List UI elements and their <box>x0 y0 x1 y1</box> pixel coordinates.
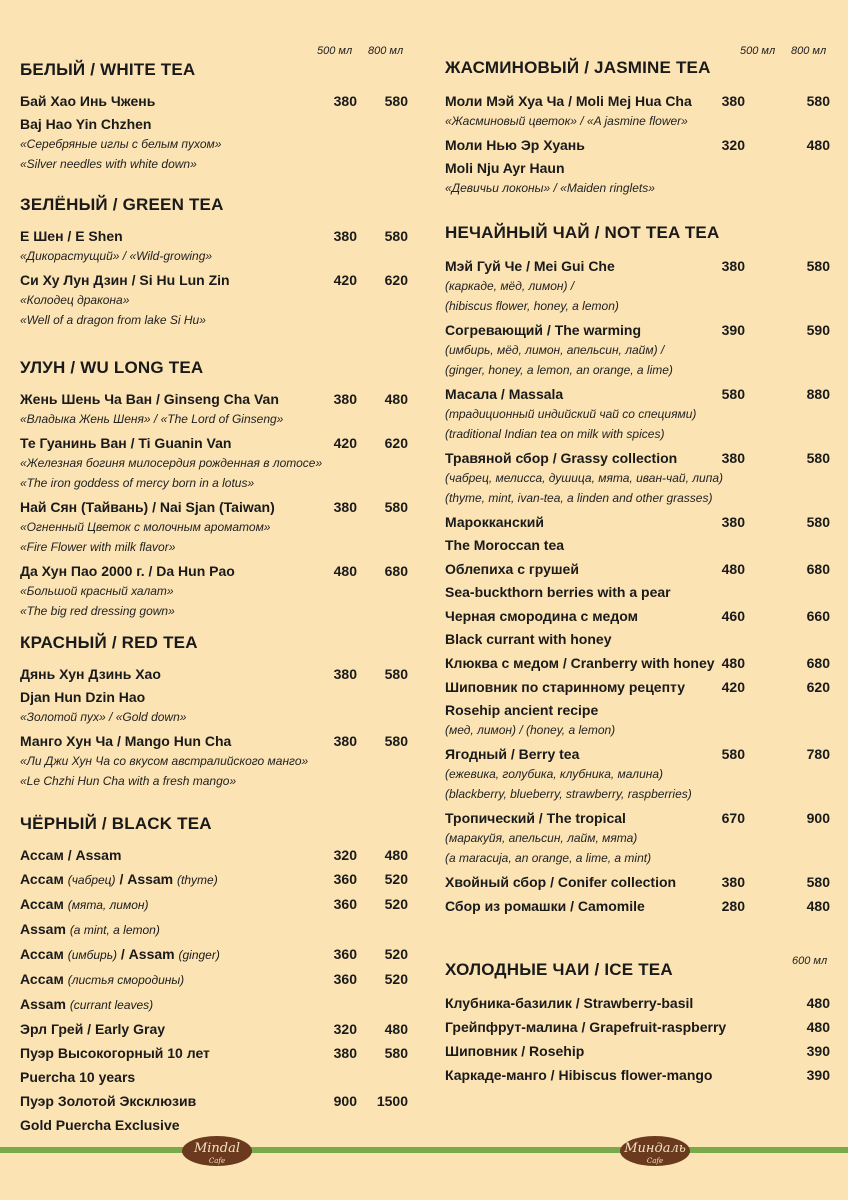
menu-item <box>20 664 408 727</box>
price-800: 620 <box>806 679 830 695</box>
item-name-secondary: Rosehip ancient recipe <box>445 702 599 718</box>
item-description: (каркаде, мёд, лимон) / <box>445 279 575 293</box>
menu-item-row <box>445 256 830 276</box>
section-title: НЕЧАЙНЫЙ ЧАЙ / NOT TEA TEA <box>445 223 720 242</box>
price-500: 380 <box>721 450 745 466</box>
price-800: 780 <box>806 746 830 762</box>
item-name: Травяной сбор / Grassy collection <box>445 450 678 466</box>
menu-item-row <box>445 606 830 626</box>
item-name: Масала / Massala <box>445 386 564 402</box>
menu-item <box>20 91 408 174</box>
item-name: Пуэр Золотой Эксклюзив <box>20 1093 197 1109</box>
price-800: 480 <box>384 847 408 863</box>
item-name: Грейпфрут-малина / Grapefruit-raspberry <box>445 1019 727 1035</box>
item-name: Ассам <box>20 971 64 987</box>
cafe-logo-right <box>620 1136 690 1166</box>
menu-item <box>445 135 830 198</box>
menu-item <box>20 944 408 965</box>
price-500: 420 <box>721 679 745 695</box>
item-name: Марокканский <box>445 514 544 530</box>
item-description: «Жасминовый цветок» / «A jasmine flower» <box>445 114 688 128</box>
price-500: 460 <box>721 608 745 624</box>
menu-item <box>445 559 830 602</box>
menu-item <box>445 744 830 804</box>
item-name: Дянь Хун Дзинь Хао <box>20 666 161 682</box>
menu-item <box>20 1115 408 1135</box>
price-800: 580 <box>384 499 408 515</box>
menu-section <box>20 358 408 625</box>
price-800: 1500 <box>376 1093 408 1109</box>
menu-item <box>445 1065 830 1085</box>
item-description: «Колодец дракона» <box>20 293 130 307</box>
price-500: 380 <box>721 258 745 274</box>
item-description: (имбирь, мёд, лимон, апельсин, лайм) / <box>445 343 665 357</box>
item-name-secondary: Black currant with honey <box>445 631 612 647</box>
price-800: 680 <box>384 563 408 579</box>
item-description: (thyme, mint, ivan-tea, a linden and other grasses) <box>445 491 713 505</box>
size-header-800-right: 800 мл <box>791 45 827 57</box>
item-description: «Серебряные иглы с белым пухом» <box>20 137 222 151</box>
menu-item-row <box>445 559 830 579</box>
section-title: ХОЛОДНЫЕ ЧАИ / ICE TEA <box>445 960 673 979</box>
size-header-600: 600 мл <box>792 955 828 967</box>
item-description: (ginger, honey, a lemon, an orange, a lime) <box>445 363 673 377</box>
menu-item <box>445 1041 830 1061</box>
menu-item <box>20 894 408 915</box>
menu-item <box>445 808 830 868</box>
item-name: Черная смородина с медом <box>445 608 638 624</box>
menu-item-row <box>445 384 830 404</box>
price-800: 680 <box>806 655 830 671</box>
item-name: Шиповник / Rosehip <box>445 1043 585 1059</box>
menu-item <box>445 896 830 916</box>
item-name: Клубника-базилик / Strawberry-basil <box>445 995 694 1011</box>
menu-item <box>20 1019 408 1039</box>
menu-item <box>445 448 830 508</box>
menu-item <box>20 845 408 865</box>
menu-item-row <box>20 561 408 581</box>
menu-item-row <box>20 226 408 246</box>
menu-item <box>445 872 830 892</box>
price-800: 480 <box>384 1021 408 1037</box>
menu-item <box>445 1017 830 1037</box>
price-500: 380 <box>721 874 745 890</box>
menu-item <box>20 497 408 557</box>
item-name: Согревающий / The warming <box>445 322 642 338</box>
item-name: Ассам / Assam <box>20 847 122 863</box>
item-name-en: / Assam <box>120 946 175 962</box>
menu-item-row <box>20 944 408 965</box>
section-title: КРАСНЫЙ / RED TEA <box>20 633 198 652</box>
price-800: 590 <box>806 322 830 338</box>
price-500: 320 <box>333 1021 357 1037</box>
item-name-secondary: Moli Nju Ayr Haun <box>445 160 565 176</box>
size-header-800: 800 мл <box>368 45 404 57</box>
menu-item-row <box>20 1043 408 1063</box>
price-800: 620 <box>384 272 408 288</box>
price-800: 480 <box>806 995 830 1011</box>
price-500: 320 <box>333 847 357 863</box>
menu-item-row <box>20 845 408 865</box>
menu-item-row <box>445 1065 830 1085</box>
price-500: 360 <box>333 946 357 962</box>
menu-item-row <box>445 808 830 828</box>
item-description: «Железная богиня милосердия рожденная в лотосе» <box>20 456 323 470</box>
item-name-en: / Assam <box>119 871 174 887</box>
logo-text: Миндаль <box>624 1141 686 1156</box>
price-500: 380 <box>721 93 745 109</box>
menu-item-row <box>445 993 830 1013</box>
price-500: 380 <box>333 666 357 682</box>
item-name: Най Сян (Тайвань) / Nai Sjan (Taiwan) <box>20 499 275 515</box>
price-500: 670 <box>721 810 745 826</box>
price-500: 380 <box>333 228 357 244</box>
price-500: 380 <box>333 1045 357 1061</box>
item-name: Бай Хао Инь Чжень <box>20 93 156 109</box>
item-description: «Владыка Жень Шеня» / «The Lord of Ginseng» <box>20 412 284 426</box>
menu-item <box>445 384 830 444</box>
menu-item-row <box>20 270 408 290</box>
item-name: Е Шен / E Shen <box>20 228 123 244</box>
price-800: 580 <box>806 514 830 530</box>
menu-item-row <box>20 497 408 517</box>
menu-item-row <box>20 894 408 915</box>
item-name: Ассам <box>20 946 64 962</box>
item-inline-note: (мята, лимон) <box>67 898 149 912</box>
price-800: 900 <box>806 810 830 826</box>
item-name-secondary: Djan Hun Dzin Hao <box>20 689 146 705</box>
footer-divider <box>0 1147 848 1153</box>
menu-section <box>20 814 408 1139</box>
item-name: Те Гуанинь Ван / Ti Guanin Van <box>20 435 232 451</box>
menu-item <box>20 869 408 890</box>
item-description: (мед, лимон) / (honey, a lemon) <box>445 723 616 737</box>
item-description: «Огненный Цветок с молочным ароматом» <box>20 520 271 534</box>
item-inline-note-en: (ginger) <box>178 948 220 962</box>
item-description: «Fire Flower with milk flavor» <box>20 540 176 554</box>
item-name: Хвойный сбор / Conifer collection <box>445 874 677 890</box>
menu-item-row <box>20 1019 408 1039</box>
menu-item-row <box>445 135 830 155</box>
menu-item-row <box>20 91 408 111</box>
item-name: Puercha 10 years <box>20 1069 136 1085</box>
menu-item <box>20 226 408 266</box>
item-description: «Девичьи локоны» / «Maiden ringlets» <box>445 181 655 195</box>
price-800: 520 <box>384 946 408 962</box>
item-description: «The iron goddess of mercy born in a lotus» <box>20 476 255 490</box>
item-name: Ассам <box>20 871 64 887</box>
menu-item <box>445 320 830 380</box>
price-500: 480 <box>721 561 745 577</box>
menu-item-row <box>20 869 408 890</box>
item-name: Клюква с медом / Cranberry with honey <box>445 655 715 671</box>
price-800: 580 <box>384 1045 408 1061</box>
menu-item <box>20 561 408 621</box>
price-800: 580 <box>384 93 408 109</box>
item-description: «Le Chzhi Hun Cha with a fresh mango» <box>20 774 237 788</box>
item-description: «Большой красный халат» <box>20 584 174 598</box>
menu-item <box>20 919 408 940</box>
menu-section <box>20 195 408 334</box>
menu-item-row <box>20 731 408 751</box>
item-description: (a maracuja, an orange, a lime, a mint) <box>445 851 652 865</box>
menu-item <box>20 1091 408 1111</box>
price-800: 480 <box>806 898 830 914</box>
item-name-secondary: Sea-buckthorn berries with a pear <box>445 584 671 600</box>
price-800: 880 <box>806 386 830 402</box>
size-header-500-right: 500 мл <box>740 45 776 57</box>
menu-item <box>445 512 830 555</box>
price-500: 390 <box>721 322 745 338</box>
menu-item <box>445 993 830 1013</box>
section-title: ЗЕЛЁНЫЙ / GREEN TEA <box>20 195 224 214</box>
price-800: 580 <box>806 93 830 109</box>
price-500: 380 <box>333 733 357 749</box>
item-description: (чабрец, мелисса, душица, мята, иван-чай, липа) <box>445 471 723 485</box>
size-header-500: 500 мл <box>317 45 353 57</box>
menu-item <box>20 1043 408 1063</box>
menu-item-row <box>445 1041 830 1061</box>
item-name: Да Хун Пао 2000 г. / Da Hun Pao <box>20 563 235 579</box>
price-500: 380 <box>721 514 745 530</box>
item-description: (traditional Indian tea on milk with spices) <box>445 427 665 441</box>
section-title: ЖАСМИНОВЫЙ / JASMINE TEA <box>445 58 711 77</box>
item-name: Assam <box>20 996 66 1012</box>
item-inline-note: (листья смородины) <box>67 973 185 987</box>
price-800: 580 <box>384 666 408 682</box>
item-description: (hibiscus flower, honey, a lemon) <box>445 299 619 313</box>
item-description: «Дикорастущий» / «Wild-growing» <box>20 249 213 263</box>
price-800: 580 <box>384 733 408 749</box>
menu-item-row <box>445 872 830 892</box>
item-name: Ягодный / Berry tea <box>445 746 580 762</box>
menu-item-row <box>445 91 830 111</box>
menu-item-row <box>20 919 408 940</box>
menu-section <box>20 60 408 178</box>
price-500: 420 <box>333 272 357 288</box>
menu-item <box>445 91 830 131</box>
item-name: Си Ху Лун Дзин / Si Hu Lun Zin <box>20 272 230 288</box>
item-name: Шиповник по старинному рецепту <box>445 679 686 695</box>
price-500: 380 <box>333 391 357 407</box>
menu-item <box>20 389 408 429</box>
section-title: УЛУН / WU LONG TEA <box>20 358 204 377</box>
menu-item <box>445 256 830 316</box>
menu-section <box>445 223 830 920</box>
price-500: 580 <box>721 386 745 402</box>
item-name: Эрл Грей / Early Gray <box>20 1021 166 1037</box>
menu-item-row <box>445 896 830 916</box>
price-500: 360 <box>333 871 357 887</box>
item-name: Каркаде-манго / Hibiscus flower-mango <box>445 1067 713 1083</box>
price-500: 280 <box>721 898 745 914</box>
menu-item-row <box>20 1091 408 1111</box>
cafe-logo-left <box>182 1136 252 1166</box>
price-800: 580 <box>806 258 830 274</box>
menu-item <box>445 653 830 673</box>
price-800: 620 <box>384 435 408 451</box>
menu-item-row <box>445 744 830 764</box>
item-name: Assam <box>20 921 66 937</box>
price-800: 480 <box>806 137 830 153</box>
logo-subtext: Cafe <box>646 1157 664 1165</box>
price-500: 480 <box>721 655 745 671</box>
price-800: 660 <box>806 608 830 624</box>
menu-item <box>20 731 408 791</box>
menu-section <box>20 633 408 795</box>
price-500: 900 <box>333 1093 357 1109</box>
menu-item-row <box>20 969 408 990</box>
item-description: (blackberry, blueberry, strawberry, raspberries) <box>445 787 692 801</box>
price-800: 480 <box>384 391 408 407</box>
menu-item-row <box>445 320 830 340</box>
menu-item <box>20 270 408 330</box>
item-name: Мэй Гуй Че / Mei Gui Che <box>445 258 615 274</box>
section-title: БЕЛЫЙ / WHITE TEA <box>20 60 196 79</box>
menu-item-row <box>20 433 408 453</box>
price-800: 390 <box>806 1043 830 1059</box>
menu-item <box>20 1067 408 1087</box>
menu-item-row <box>445 448 830 468</box>
item-description: «Золотой пух» / «Gold down» <box>20 710 187 724</box>
price-500: 580 <box>721 746 745 762</box>
item-description: (традиционный индийский чай со специями) <box>445 407 697 421</box>
item-name: Манго Хун Ча / Mango Hun Cha <box>20 733 232 749</box>
menu-item <box>20 433 408 493</box>
price-800: 580 <box>806 874 830 890</box>
item-inline-note: (имбирь) <box>67 948 118 962</box>
logo-subtext: Cafe <box>208 1157 226 1165</box>
menu-item-row <box>20 1067 408 1087</box>
menu-item <box>445 677 830 740</box>
menu-section <box>445 58 830 202</box>
item-name: Моли Мэй Хуа Ча / Moli Mej Hua Cha <box>445 93 692 109</box>
price-500: 380 <box>333 499 357 515</box>
item-name: Тропический / The tropical <box>445 810 626 826</box>
item-name-secondary: The Moroccan tea <box>445 537 565 553</box>
item-name: Сбор из ромашки / Camomile <box>445 898 645 914</box>
item-description: (ежевика, голубика, клубника, малина) <box>445 767 664 781</box>
item-description: «The big red dressing gown» <box>20 604 175 618</box>
menu-item-row <box>445 653 830 673</box>
item-description: «Ли Джи Хун Ча со вкусом австралийского манго» <box>20 754 309 768</box>
logo-text: Mindal <box>193 1141 241 1156</box>
menu-item-row <box>20 664 408 684</box>
section-title: ЧЁРНЫЙ / BLACK TEA <box>20 814 212 833</box>
price-500: 380 <box>333 93 357 109</box>
price-800: 520 <box>384 871 408 887</box>
menu-item <box>445 606 830 649</box>
price-800: 680 <box>806 561 830 577</box>
item-name: Моли Нью Эр Хуань <box>445 137 585 153</box>
price-800: 580 <box>384 228 408 244</box>
menu-item-row <box>20 1115 408 1135</box>
item-inline-note-en: (thyme) <box>177 873 218 887</box>
price-500: 480 <box>333 563 357 579</box>
item-name: Облепиха с грушей <box>445 561 579 577</box>
menu-item-row <box>20 994 408 1015</box>
item-inline-note: (currant leaves) <box>69 998 154 1012</box>
item-name: Пуэр Высокогорный 10 лет <box>20 1045 210 1061</box>
price-800: 520 <box>384 971 408 987</box>
menu-section <box>445 960 830 1089</box>
price-500: 420 <box>333 435 357 451</box>
item-name: Gold Puercha Exclusive <box>20 1117 180 1133</box>
item-description: (маракуйя, апельсин, лайм, мята) <box>445 831 638 845</box>
price-800: 580 <box>806 450 830 466</box>
item-description: «Well of a dragon from lake Si Hu» <box>20 313 206 327</box>
item-name: Ассам <box>20 896 64 912</box>
item-inline-note: (a mint, a lemon) <box>69 923 160 937</box>
item-name: Жень Шень Ча Ван / Ginseng Cha Van <box>20 391 279 407</box>
menu-item <box>20 994 408 1015</box>
menu-item-row <box>20 389 408 409</box>
price-800: 390 <box>806 1067 830 1083</box>
price-800: 520 <box>384 896 408 912</box>
menu-item <box>20 969 408 990</box>
menu-item-row <box>445 1017 830 1037</box>
item-description: «Silver needles with white down» <box>20 157 197 171</box>
price-800: 480 <box>806 1019 830 1035</box>
price-500: 360 <box>333 971 357 987</box>
item-name-secondary: Baj Hao Yin Chzhen <box>20 116 152 132</box>
menu-item-row <box>445 512 830 532</box>
item-inline-note: (чабрец) <box>67 873 116 887</box>
price-500: 360 <box>333 896 357 912</box>
menu-item-row <box>445 677 830 697</box>
price-500: 320 <box>721 137 745 153</box>
